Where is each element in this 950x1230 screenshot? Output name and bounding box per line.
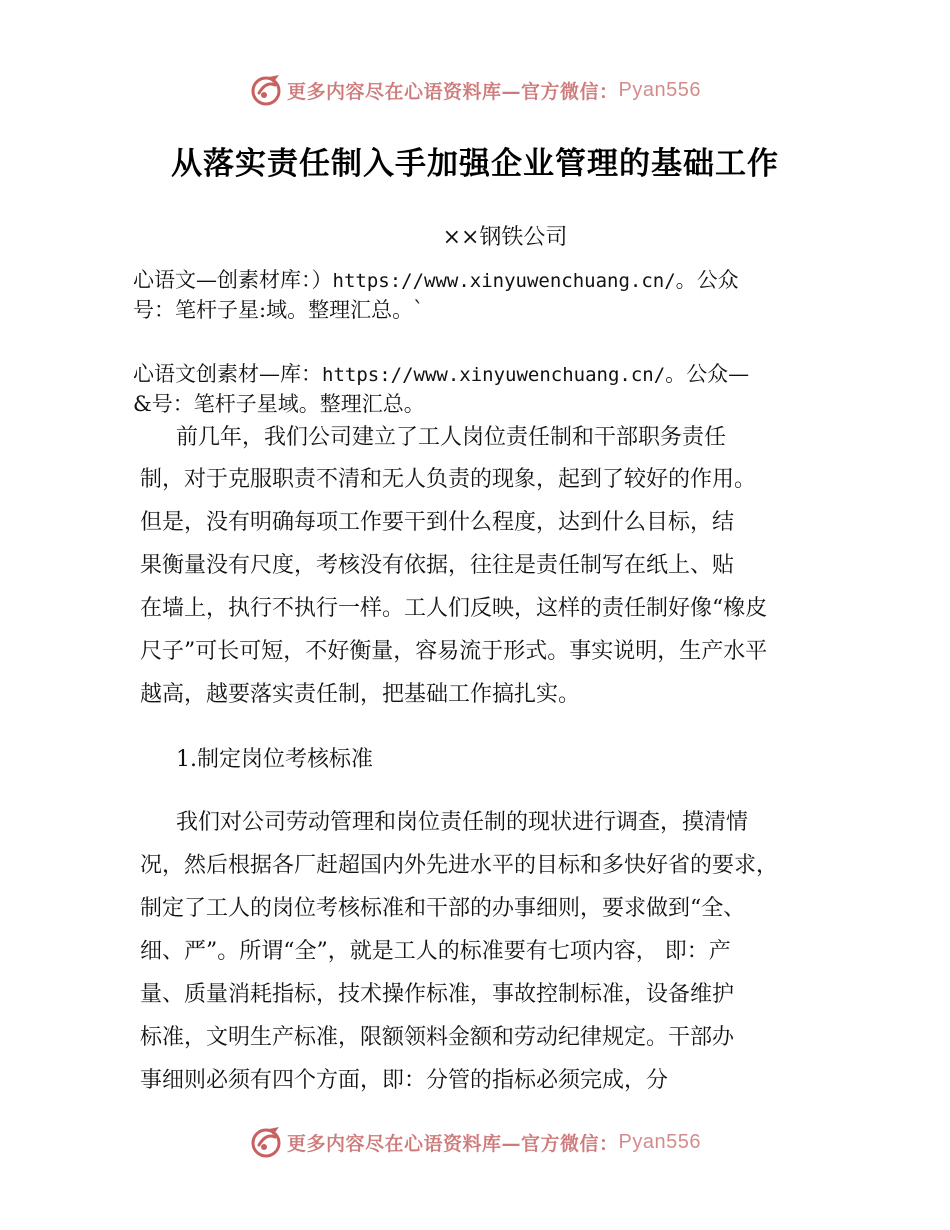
paragraph-1-line: 制，对于克服职责不清和无人负责的现象，起到了较好的作用。	[140, 467, 757, 492]
paragraph-2-line: 量、质量消耗指标，技术操作标准，事故控制标准，设备维护	[140, 982, 735, 1007]
paragraph-1-line: 前几年，我们公司建立了工人岗位责任制和干部职务责任	[176, 425, 727, 450]
paragraph-2-line: 我们对公司劳动管理和岗位责任制的现状进行调查，摸清情	[176, 810, 749, 835]
paragraph-2-line: 细、严”。所谓“全”，就是工人的标准要有七项内容， 即：产	[140, 939, 731, 964]
source-url: https://www.xinyuwenchuang.cn/	[332, 270, 676, 292]
watermark-logo-icon	[249, 73, 283, 107]
source-notice-1-line-2: 号：笔杆子星:域。整理汇总。`	[133, 298, 424, 322]
source-url: https://www.xinyuwenchuang.cn/	[322, 364, 666, 386]
watermark-logo-icon	[249, 1125, 283, 1159]
paragraph-2-line: 标准，文明生产标准，限额领料金额和劳动纪律规定。干部办	[140, 1025, 735, 1050]
company-name: ××钢铁公司	[442, 225, 568, 250]
paragraph-1-line: 尺子”可长可短，不好衡量，容易流于形式。事实说明，生产水平	[140, 639, 768, 664]
paragraph-2-line: 事细则必须有四个方面，即：分管的指标必须完成，分	[140, 1068, 669, 1093]
paragraph-1-line: 越高，越要落实责任制，把基础工作搞扎实。	[140, 682, 581, 707]
paragraph-1-line: 在墙上，执行不执行一样。工人们反映，这样的责任制好像“橡皮	[140, 596, 768, 621]
source-notice-2	[133, 360, 833, 419]
source-notice-1	[133, 266, 833, 325]
watermark-wechat-id: Pyan556	[618, 78, 701, 101]
source-notice-2-line-2: &号：笔杆子星域。整理汇总。	[133, 392, 425, 416]
section-heading-1: 1.制定岗位考核标准	[176, 747, 373, 772]
document-title: 从落实责任制入手加强企业管理的基础工作	[171, 146, 779, 182]
watermark-banner-bottom	[0, 1122, 950, 1162]
watermark-text: 更多内容尽在心语资料库—官方微信：	[287, 80, 619, 103]
paragraph-2-line: 制定了工人的岗位考核标准和干部的办事细则，要求做到“全、	[140, 896, 746, 921]
paragraph-1-line: 但是，没有明确每项工作要干到什么程度，达到什么目标，结	[140, 510, 735, 535]
source-notice-1-line-1: 心语文—创素材库：）https://www.xinyuwenchuang.cn/。公众	[133, 268, 739, 292]
watermark-text: 更多内容尽在心语资料库—官方微信：	[287, 1132, 619, 1155]
paragraph-2-line: 况，然后根据各厂赶超国内外先进水平的目标和多快好省的要求，	[140, 853, 779, 878]
paragraph-1-line: 果衡量没有尺度，考核没有依据，往往是责任制写在纸上、贴	[140, 553, 735, 578]
watermark-wechat-id: Pyan556	[618, 1130, 701, 1153]
source-notice-2-line-1: 心语文创素材—库：https://www.xinyuwenchuang.cn/。公众—	[133, 362, 750, 386]
watermark-banner-top	[0, 70, 950, 110]
